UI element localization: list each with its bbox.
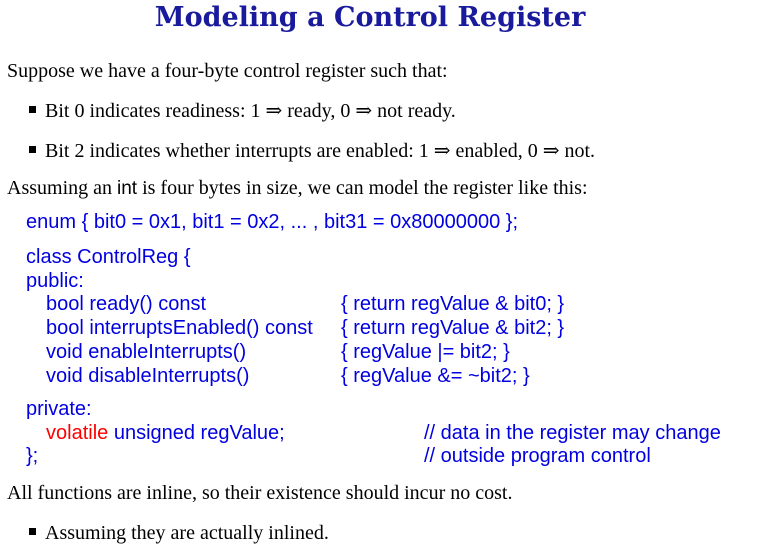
bullet-item	[29, 522, 329, 545]
bullet-square-icon	[29, 146, 36, 153]
code-comment: // outside program control	[424, 445, 651, 467]
code-method-signature: void disableInterrupts()	[46, 365, 250, 387]
assumption-text	[7, 177, 588, 200]
code-method-signature: bool interruptsEnabled() const	[46, 317, 313, 339]
bullet-item	[29, 98, 456, 123]
code-member-rest: unsigned regValue;	[108, 422, 285, 444]
bullet-text: Bit 2 indicates whether interrupts are enabled: 1 ⇒ enabled, 0 ⇒ not.	[45, 140, 596, 162]
slide-title: Modeling a Control Register	[154, 2, 586, 33]
code-enum-line: enum { bit0 = 0x1, bit1 = 0x2, ... , bit31 = 0x80000000 };	[26, 211, 519, 233]
bullet-square-icon	[29, 528, 36, 535]
code-private-label: private:	[26, 398, 92, 420]
code-method-signature: bool ready() const	[46, 293, 207, 315]
code-public-label: public:	[26, 270, 84, 292]
code-method-body: { regValue |= bit2; }	[341, 341, 510, 363]
inline-code-int: int	[117, 178, 138, 199]
code-class-open: class ControlReg {	[26, 246, 191, 268]
bullet-text: Bit 0 indicates readiness: 1 ⇒ ready, 0 ⇒ not ready.	[45, 100, 456, 122]
bullet-item	[29, 138, 595, 163]
code-class-close: };	[26, 445, 39, 467]
assumption-before: Assuming an	[7, 177, 117, 199]
conclusion-text: All functions are inline, so their existence should incur no cost.	[7, 482, 513, 504]
code-member-declaration	[46, 421, 285, 445]
code-volatile-keyword: volatile	[46, 422, 109, 444]
intro-text: Suppose we have a four-byte control register such that:	[7, 60, 448, 82]
bullet-square-icon	[29, 106, 36, 113]
code-comment: // data in the register may change	[424, 422, 721, 444]
code-method-body: { return regValue & bit0; }	[341, 293, 565, 315]
bullet-text: Assuming they are actually inlined.	[45, 522, 329, 544]
assumption-after: is four bytes in size, we can model the register like this:	[137, 177, 588, 199]
code-method-body: { regValue &= ~bit2; }	[341, 365, 530, 387]
code-method-signature: void enableInterrupts()	[46, 341, 247, 363]
code-method-body: { return regValue & bit2; }	[341, 317, 565, 339]
